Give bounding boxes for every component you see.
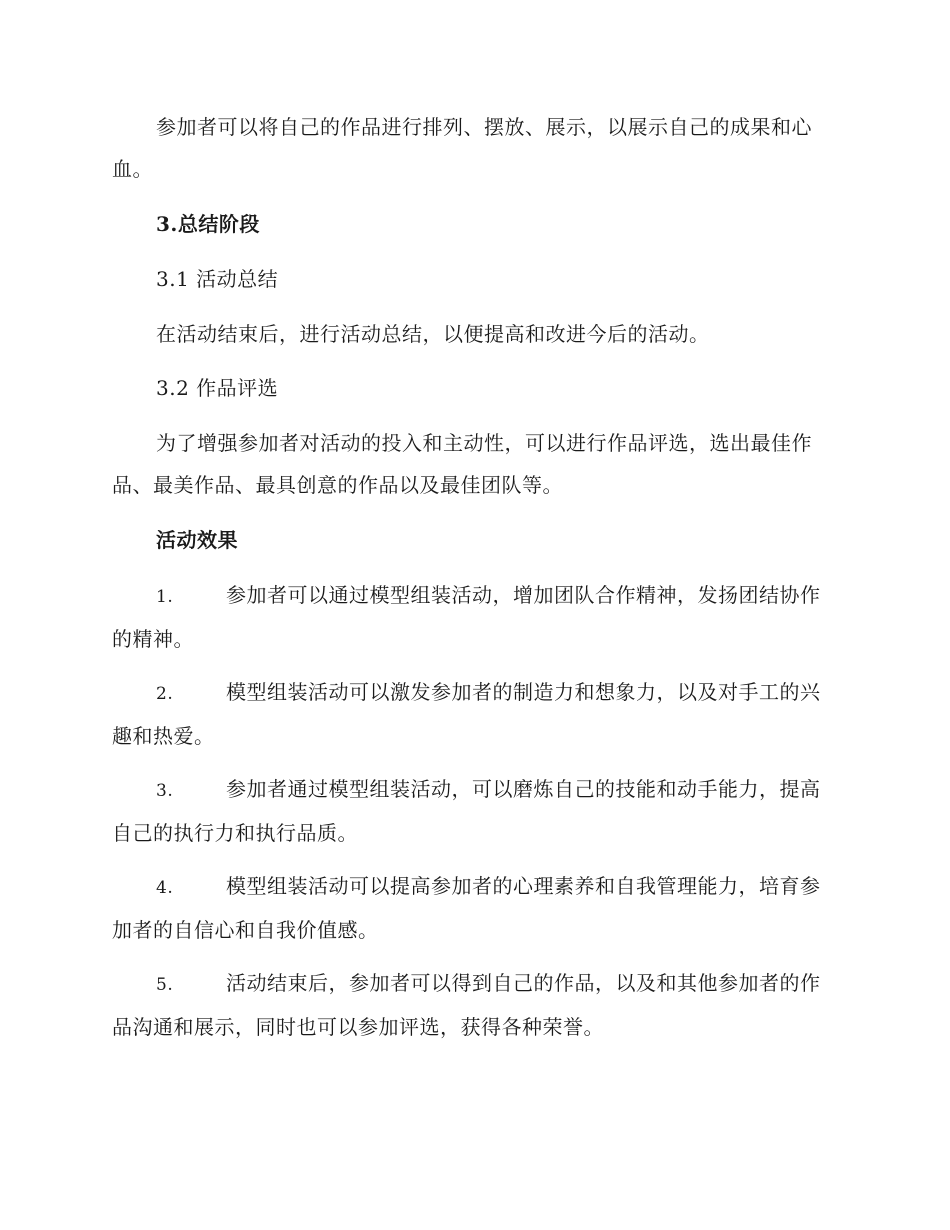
effect-text: 模型组装活动可以激发参加者的制造力和想象力，以及对手工的兴趣和热爱。 — [112, 680, 821, 748]
stage3-heading: 3.总结阶段 — [156, 212, 260, 236]
effect-item-4 — [112, 865, 834, 951]
effect-text: 活动结束后，参加者可以得到自己的作品，以及和其他参加者的作品沟通和展示，同时也可以参加评选，获得各种荣誉。 — [112, 971, 821, 1039]
effect-number: 1. — [156, 587, 174, 607]
effect-number: 2. — [156, 684, 174, 704]
effect-number: 5. — [156, 975, 174, 995]
effects-heading: 活动效果 — [156, 528, 238, 552]
effect-item-2 — [112, 671, 834, 757]
effect-text: 参加者可以通过模型组装活动，增加团队合作精神，发扬团结协作的精神。 — [112, 583, 821, 651]
section-3-2-body: 为了增强参加者对活动的投入和主动性，可以进行作品评选，选出最佳作品、最美作品、最具创意的作品以及最佳团队等。 — [112, 431, 812, 497]
effect-item-1 — [112, 574, 834, 660]
intro-paragraph: 参加者可以将自己的作品进行排列、摆放、展示，以展示自己的成果和心血。 — [112, 115, 812, 181]
section-3-1-body: 在活动结束后，进行活动总结，以便提高和改进今后的活动。 — [156, 322, 710, 346]
effect-text: 参加者通过模型组装活动，可以磨炼自己的技能和动手能力，提高自己的执行力和执行品质。 — [112, 777, 821, 845]
effect-item-3 — [112, 768, 834, 854]
effect-number: 4. — [156, 878, 174, 898]
section-3-2-title: 3.2 作品评选 — [156, 376, 279, 400]
effect-text: 模型组装活动可以提高参加者的心理素养和自我管理能力，培育参加者的自信心和自我价值感。 — [112, 874, 821, 942]
section-3-1-title: 3.1 活动总结 — [156, 267, 279, 291]
effect-item-5 — [112, 962, 834, 1048]
effect-number: 3. — [156, 781, 174, 801]
